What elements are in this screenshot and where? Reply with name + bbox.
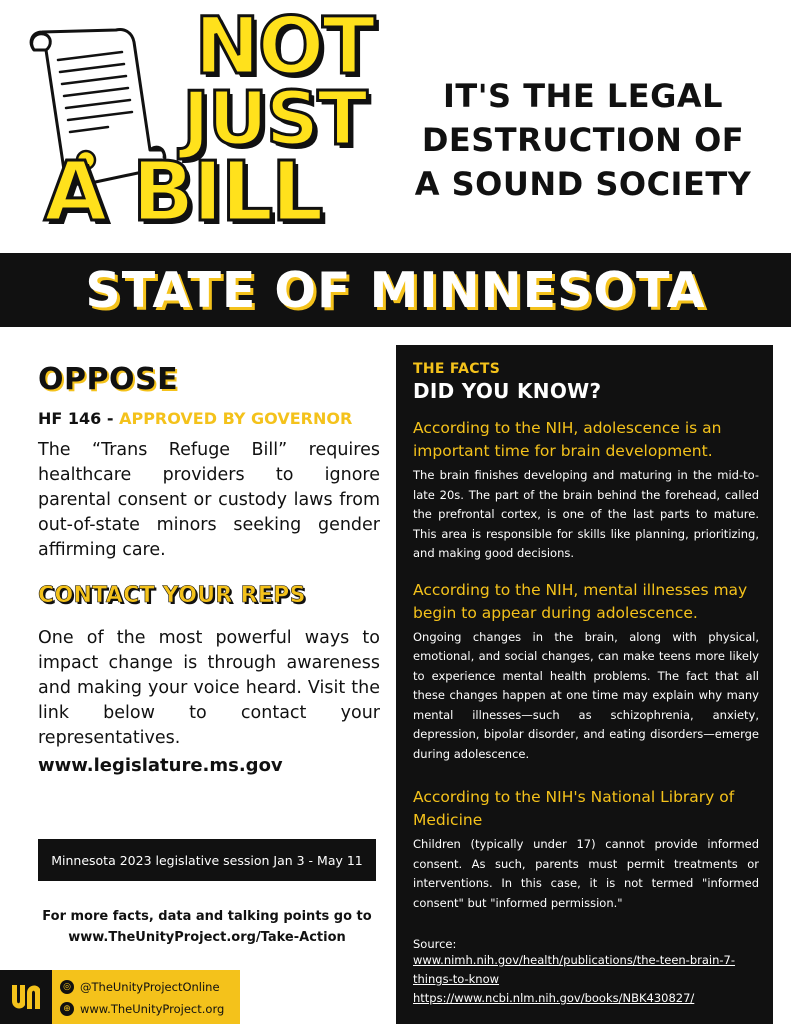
logo-lettering <box>44 2 394 241</box>
logo-word-not: NOT <box>194 2 374 92</box>
tagline-line: A SOUND SOCIETY <box>414 165 752 203</box>
globe-icon: ⊕ <box>60 1002 74 1016</box>
tagline-line: IT'S THE LEGAL <box>443 77 723 115</box>
facts-kicker: THE FACTS <box>413 361 501 377</box>
fact-body: The brain finishes developing and maturing in the mid-to-late 20s. The part of the brain behind the forehead, called the prefrontal cortex, is one of the last parts to mature. This area is responsible for skills like planning, prioritizing, and making good decisions. <box>413 468 759 560</box>
state-title: STATE OF MINNESOTA <box>85 261 706 319</box>
left-column <box>38 362 380 776</box>
facts-panel <box>396 345 773 1024</box>
social-row[interactable] <box>60 976 240 998</box>
fact-item <box>413 786 759 913</box>
source-label: Source: <box>413 937 457 951</box>
bill-description: The “Trans Refuge Bill” requires healthcare providers to ignore parental consent or custody laws from out-of-state minors seeking gender affirming care. <box>38 440 380 560</box>
fact-heading: According to the NIH, adolescence is an important time for brain development. <box>413 419 722 460</box>
bill-number: HF 146 - <box>38 409 120 428</box>
fact-body: Ongoing changes in the brain, along with physical, emotional, and social changes, can make teens more likely to experience mental health problems. The fact that all these changes happen at one time may explain why many mental illnesses—such as schizophrenia, anxiety, depression, bipolar disorder, and eating disorders—emerge during adolescence. <box>413 629 759 761</box>
source-link-nimh[interactable]: www.nimh.nih.gov/health/publications/the-teen-brain-7-things-to-know <box>413 953 736 986</box>
facts-title: DID YOU KNOW? <box>413 379 602 403</box>
website-link: www.TheUnityProject.org <box>80 1002 225 1016</box>
fact-item <box>413 417 759 564</box>
take-action-link[interactable]: www.TheUnityProject.org/Take-Action <box>68 930 346 945</box>
website-row[interactable] <box>60 998 240 1020</box>
source-link-ncbi[interactable]: https://www.ncbi.nlm.nih.gov/books/NBK430827/ <box>413 991 695 1005</box>
legislature-link[interactable]: www.legislature.ms.gov <box>38 755 283 776</box>
contact-reps-text: One of the most powerful ways to impact change is through awareness and making your voice heard. Visit the link below to contact your representatives. <box>38 628 380 748</box>
fact-item <box>413 579 759 765</box>
state-banner <box>0 253 791 327</box>
unity-logo-icon <box>8 979 44 1015</box>
tagline-line: DESTRUCTION OF <box>421 121 745 159</box>
bill-line <box>38 409 380 428</box>
session-info-box <box>38 839 376 881</box>
bill-status: APPROVED BY GOVERNOR <box>119 409 353 428</box>
not-just-a-bill-logo <box>24 2 384 242</box>
fact-heading: According to the NIH's National Library of Medicine <box>413 788 735 829</box>
instagram-icon: ◎ <box>60 980 74 994</box>
fact-body: Children (typically under 17) cannot provide informed consent. As such, parents must permit treatments or interventions. In this case, it is not termed "informed consent" but "informed permission." <box>413 837 759 910</box>
footer-contacts <box>52 970 240 1024</box>
unity-project-logo <box>0 970 52 1024</box>
logo-word-just: JUST <box>182 76 366 163</box>
tagline <box>388 74 778 206</box>
social-handle: @TheUnityProjectOnline <box>80 980 220 994</box>
logo-word-a-bill: A BILL <box>44 145 322 241</box>
fact-heading: According to the NIH, mental illnesses may begin to appear during adolescence. <box>413 580 748 622</box>
contact-reps-heading: CONTACT YOUR REPS <box>38 583 306 608</box>
more-facts-text: For more facts, data and talking points go to <box>42 909 372 924</box>
more-facts-note <box>38 906 376 948</box>
oppose-heading: OPPOSE <box>38 362 179 397</box>
session-info: Minnesota 2023 legislative session Jan 3 - May 11 <box>51 852 363 868</box>
